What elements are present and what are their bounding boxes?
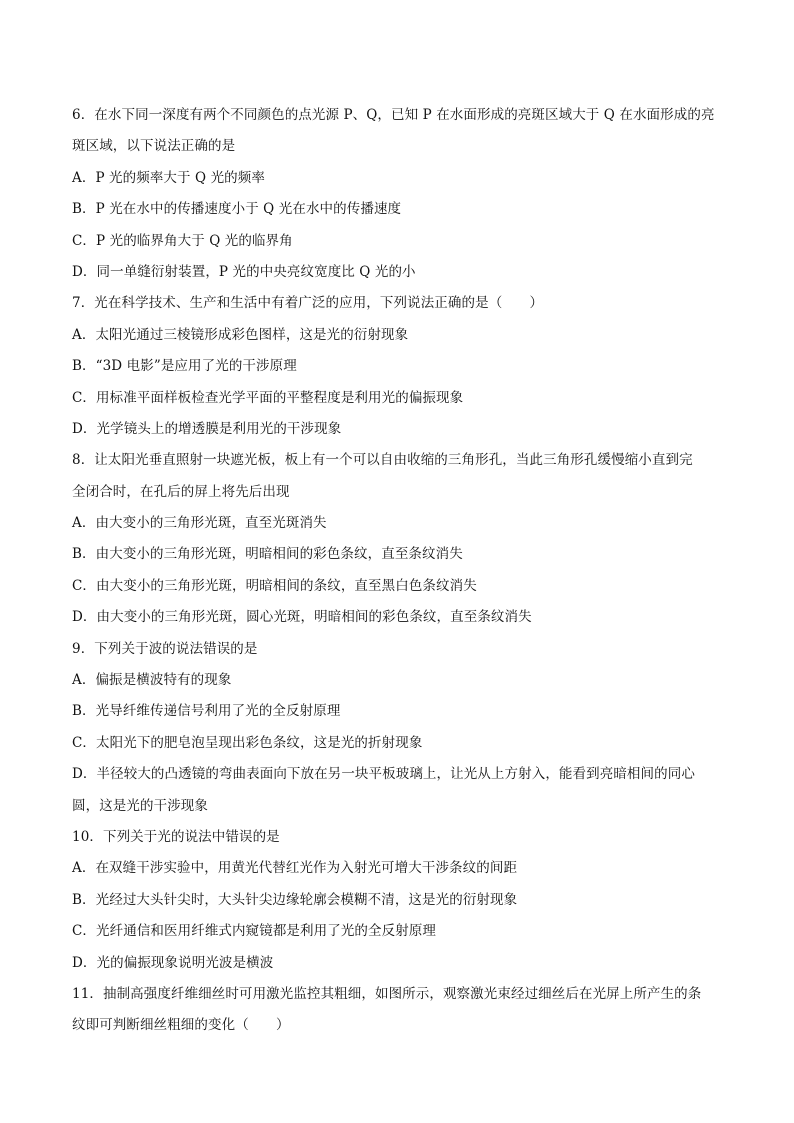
question-6-stem-line-2: 斑区域，以下说法正确的是	[72, 138, 236, 155]
question-8-stem-line-1: 8．让太阳光垂直照射一块遮光板，板上有一个可以自由收缩的三角形孔，当此三角形孔缓慢缩小直到完	[72, 452, 693, 469]
question-7-option-d: D．光学镜头上的增透膜是利用光的干涉现象	[72, 420, 342, 437]
question-8-option-a: A．由大变小的三角形光斑，直至光斑消失	[72, 515, 327, 532]
question-10-option-a: A．在双缝干涉实验中，用黄光代替红光作为入射光可增大干涉条纹的间距	[72, 860, 518, 877]
question-10-option-d: D．光的偏振现象说明光波是横波	[72, 954, 274, 971]
question-7	[72, 288, 722, 445]
question-9-option-c: C．太阳光下的肥皂泡呈现出彩色条纹，这是光的折射现象	[72, 734, 423, 751]
question-6	[72, 100, 722, 288]
question-list	[72, 100, 722, 1042]
question-9-option-d-line-1: D．半径较大的凸透镜的弯曲表面向下放在另一块平板玻璃上，让光从上方射入，能看到亮暗相间的同心	[72, 766, 695, 783]
question-9-option-d-line-2: 圆，这是光的干涉现象	[72, 797, 208, 814]
question-7-option-c: C．用标准平面样板检查光学平面的平整程度是利用光的偏振现象	[72, 389, 464, 406]
question-10-option-b: B．光经过大头针尖时，大头针尖边缘轮廓会模糊不清，这是光的衍射现象	[72, 891, 518, 908]
question-10-option-c: C．光纤通信和医用纤维式内窥镜都是利用了光的全反射原理	[72, 923, 437, 940]
question-7-option-b: B．“3D 电影”是应用了光的干涉原理	[72, 358, 297, 375]
question-11-stem-line-2: 纹即可判断细丝粗细的变化（ ）	[72, 1017, 290, 1034]
question-10	[72, 822, 722, 979]
question-8	[72, 445, 722, 633]
question-6-option-c: C．P 光的临界角大于 Q 光的临界角	[72, 232, 293, 249]
question-6-option-a: A．P 光的频率大于 Q 光的频率	[72, 169, 265, 186]
question-8-option-d: D．由大变小的三角形光斑，圆心光斑，明暗相间的彩色条纹，直至条纹消失	[72, 609, 532, 626]
question-6-stem-line-1: 6．在水下同一深度有两个不同颜色的点光源 P、Q，已知 P 在水面形成的亮斑区域大于 Q 在水面形成的亮	[72, 107, 715, 123]
question-9	[72, 634, 722, 822]
question-9-option-a: A．偏振是横波特有的现象	[72, 672, 232, 689]
question-8-option-b: B．由大变小的三角形光斑，明暗相间的彩色条纹，直至条纹消失	[72, 546, 463, 563]
question-11-stem-line-1: 11．抽制高强度纤维细丝时可用激光监控其粗细，如图所示，观察激光束经过细丝后在光屏上所产生的条	[72, 985, 702, 1002]
question-11	[72, 979, 722, 1042]
question-9-stem-line-1: 9．下列关于波的说法错误的是	[72, 640, 258, 657]
question-8-option-c: C．由大变小的三角形光斑，明暗相间的条纹，直至黑白色条纹消失	[72, 577, 477, 594]
question-6-option-b: B．P 光在水中的传播速度小于 Q 光在水中的传播速度	[72, 201, 402, 218]
question-8-stem-line-2: 全闭合时，在孔后的屏上将先后出现	[72, 483, 290, 500]
question-7-option-a: A．太阳光通过三棱镜形成彩色图样，这是光的衍射现象	[72, 326, 409, 343]
question-10-stem-line-1: 10．下列关于光的说法中错误的是	[72, 828, 280, 845]
question-9-option-b: B．光导纤维传递信号利用了光的全反射原理	[72, 703, 341, 720]
question-6-option-d: D．同一单缝衍射装置，P 光的中央亮纹宽度比 Q 光的小	[72, 263, 416, 280]
question-7-stem-line-1: 7．光在科学技术、生产和生活中有着广泛的应用，下列说法正确的是（ ）	[72, 295, 544, 312]
